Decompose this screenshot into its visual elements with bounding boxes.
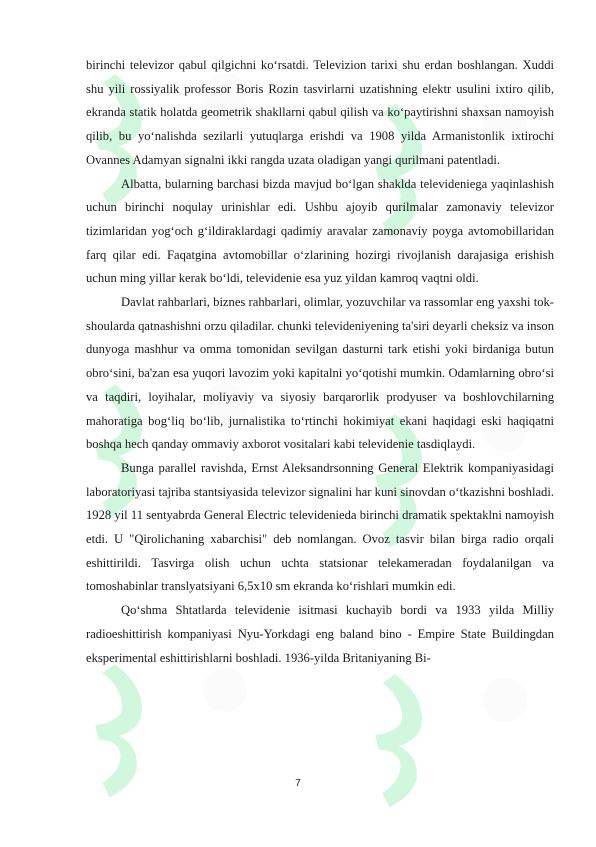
paragraph-4: Bunga parallel ravishda, Ernst Aleksandrsonning General Elektrik kompaniyasidagi laboratoriyasi tajriba stantsiyasida televizor signalini har kuni sinovdan o‘tkazishni boshladi. 1928 yil 11 sentyabrda General Electric televidenieda birinchi dramatik spektaklni namoyish etdi. U "Qirolichaning xabarchisi" deb nomlangan. Ovoz tasvir bilan birga radio orqali eshittirildi. Tasvirga olish uchun uchta statsionar telekameradan foydalanilgan va tomoshabinlar translyatsiyani 6,5x10 sm ekranda ko‘rishlari mumkin edi. bbox=[86, 460, 554, 594]
paragraph-5: Qo‘shma Shtatlarda televidenie isitmasi kuchayib bordi va 1933 yilda Milliy radioeshittirish kompaniyasi Nyu-Yorkdagi eng baland bino - Empire State Buildingdan eksperimental eshittirishlarni boshladi. 1936-yilda Britaniyaning Bi- bbox=[86, 603, 554, 665]
page-number: 7 bbox=[295, 778, 301, 789]
paragraph-1: birinchi televizor qabul qilgichni ko‘rsatdi. Televizion tarixi shu erdan boshlangan. Xuddi shu yili rossiyalik professor Boris Rozin tasvirlarni uzatishning elektr usulini ixtiro qilib, ekranda statik holatda geometrik shakllarni qabul qilish va ko‘paytirishni shaxsan namoyish qilib, bu yo‘nalishda sezilarli yutuqlarga erishdi va 1908 yilda Armanistonlik ixtirochi Ovannes Adamyan signalni ikki rangda uzata oladigan yangi qurilmani patentladi. bbox=[86, 58, 554, 167]
paragraph-3: Davlat rahbarlari, biznes rahbarlari, olimlar, yozuvchilar va rassomlar eng yaxshi tok-shoularda qatnashishni orzu qiladilar. chunki televideniyening ta'siri deyarli cheksiz va inson dunyoga mashhur va omma tomonidan sevilgan dasturni tark etishi yoki birdaniga butun obro‘sini, ba'zan esa yuqori lavozim yoki kapitalni yo‘qotishi mumkin. Odamlarning obro‘si va taqdiri, loyihalar, moliyaviy va siyosiy barqarorlik prodyuser va boshlovchilarning mahoratiga bog‘liq bo‘lib, jurnalistika to‘rtinchi hokimiyat ekani haqidagi eski haqiqatni boshqa hech qanday ommaviy axborot vositalari kabi televidenie tasdiqlaydi. bbox=[86, 295, 554, 452]
paragraph-2: Albatta, bularning barchasi bizda mavjud bo‘lgan shaklda televideniega yaqinlashish uchun birinchi noqulay urinishlar edi. Ushbu ajoyib qurilmalar zamonaviy televizor tizimlaridan yog‘och g‘ildiraklardagi qadimiy aravalar zamonaviy poyga avtomobillaridan farq qilar edi. Faqatgina avtomobillar o‘zlarining hozirgi rivojlanish darajasiga erishish uchun ming yillar kerak bo‘ldi, televidenie esa yuz yildan kamroq vaqtni oldi. bbox=[86, 176, 554, 286]
document-body bbox=[86, 54, 554, 670]
